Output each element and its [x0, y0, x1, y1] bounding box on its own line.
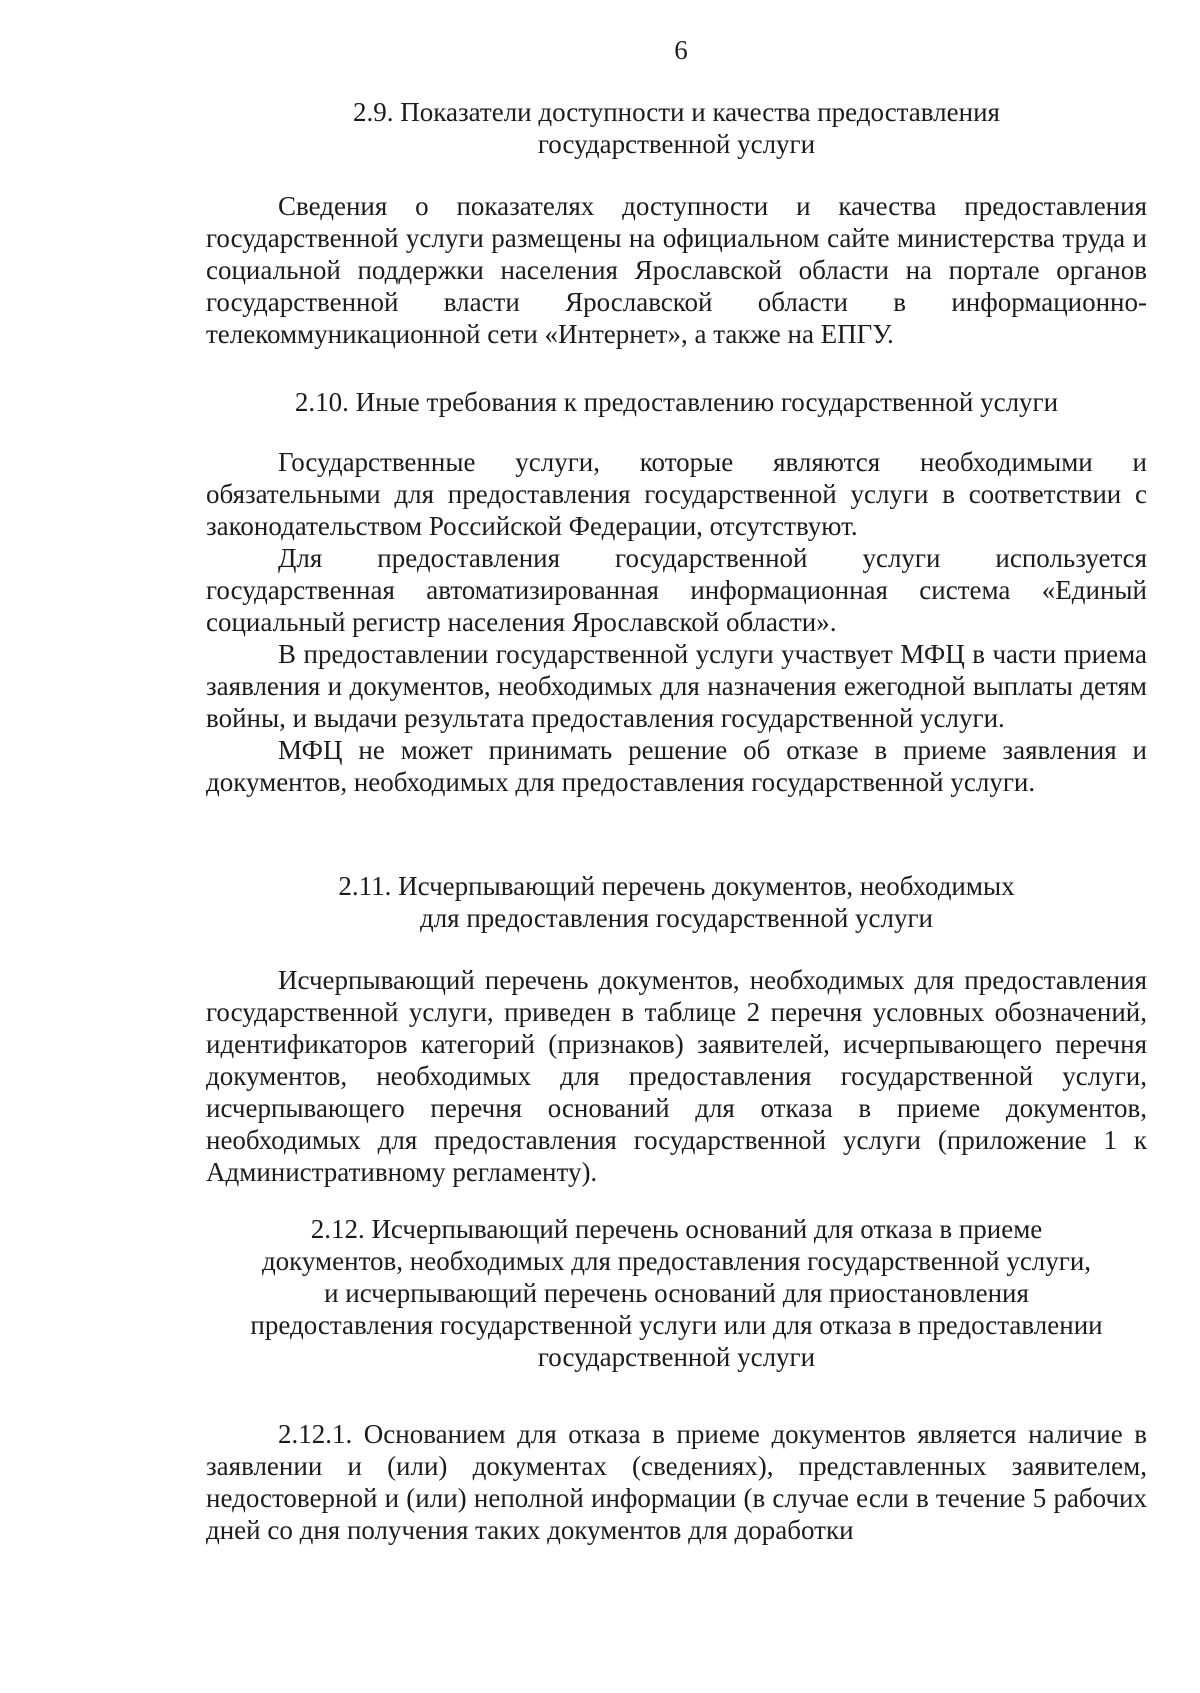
section-2-12-heading — [206, 1213, 1147, 1373]
section-2-11-heading — [206, 870, 1147, 934]
page-number: 6 — [674, 35, 688, 65]
heading-line: государственной услуги — [537, 129, 816, 159]
heading-line: предоставления государственной услуги или для отказа в предоставлении — [250, 1310, 1103, 1340]
section-2-10-heading — [206, 386, 1147, 418]
heading-line: 2.10. Иные требования к предоставлению государственной услуги — [294, 387, 1059, 417]
heading-line: для предоставления государственной услуги — [419, 903, 934, 933]
section-2-9-heading — [206, 96, 1147, 160]
paragraph: Исчерпывающий перечень документов, необходимых для предоставления государственной услуги, приведен в таблице 2 перечня условных обозначений, идентификаторов категорий (признаков) заявителей, исчерпывающего перечня документов, необходимых для предоставления государственной услуги, исчерпывающего перечня оснований для отказа в приеме документов, необходимых для предоставления государственной услуги (приложение 1 к Административному регламенту). — [206, 965, 1147, 1187]
heading-line: документов, необходимых для предоставления государственной услуги, — [261, 1246, 1092, 1276]
paragraph: В предоставлении государственной услуги участвует МФЦ в части приема заявления и документов, необходимых для назначения ежегодной выплаты детям войны, и выдачи результата предоставления государственной услуги. — [206, 639, 1147, 733]
paragraph: МФЦ не может принимать решение об отказе в приеме заявления и документов, необходимых для предоставления государственной услуги. — [206, 735, 1147, 797]
section-2-10-body — [206, 446, 1147, 798]
heading-line: 2.9. Показатели доступности и качества предоставления — [353, 97, 1000, 127]
paragraph: Сведения о показателях доступности и качества предоставления государственной услуги размещены на официальном сайте министерства труда и социальной поддержки населения Ярославской области на портале органов государственной власти Ярославской области в информационно-телекоммуникационной сети «Интернет», а также на ЕПГУ. — [206, 191, 1147, 349]
paragraph: Для предоставления государственной услуги используется государственная автоматизированная информационная система «Единый социальный регистр населения Ярославской области». — [206, 543, 1147, 637]
paragraph: Государственные услуги, которые являются необходимыми и обязательными для предоставления государственной услуги в соответствии с законодательством Российской Федерации, отсутствуют. — [206, 447, 1147, 541]
heading-line: и исчерпывающий перечень оснований для приостановления — [324, 1278, 1029, 1308]
heading-line: 2.11. Исчерпывающий перечень документов, необходимых — [338, 871, 1015, 901]
section-2-11-body — [206, 964, 1147, 1188]
section-2-12-body — [206, 1418, 1147, 1546]
section-2-9-body — [206, 190, 1147, 350]
paragraph: 2.12.1. Основанием для отказа в приеме документов является наличие в заявлении и (или) документах (сведениях), представленных заявителем, недостоверной и (или) неполной информации (в случае если в течение 5 рабочих дней со дня получения таких документов для доработки — [206, 1419, 1147, 1545]
heading-line: 2.12. Исчерпывающий перечень оснований для отказа в приеме — [310, 1214, 1043, 1244]
heading-line: государственной услуги — [537, 1342, 816, 1372]
